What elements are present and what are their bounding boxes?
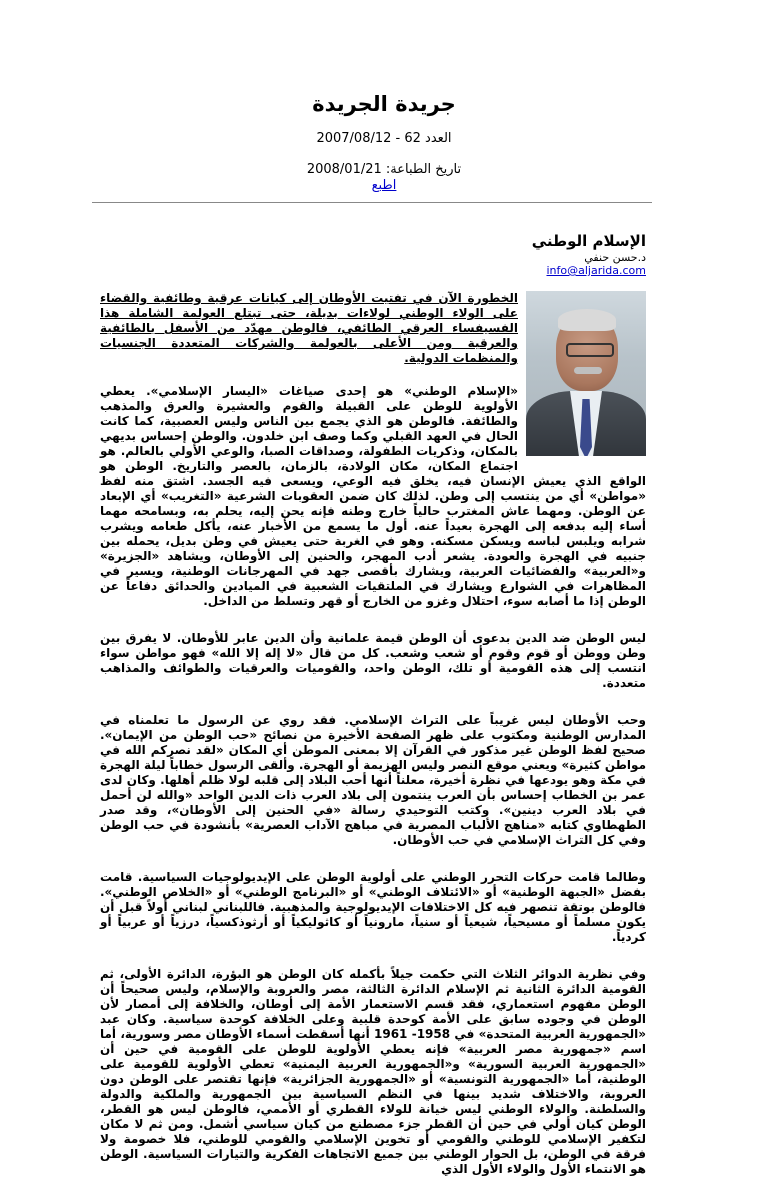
header-divider — [92, 202, 652, 203]
article-paragraph: ليس الوطن ضد الدين بدعوى أن الوطن قيمة علمانية وأن الدين عابر للأوطان. لا يفرق بين وطن ووطن أو قوم وقوم أو شعب وشعب. كل من قال «لا إله إلا الله» فهو مواطن سواء انتسب إلى هذه القومية أو تلك، الوطن واحد، والقوميات والعرقيات والطوائف والمذاهب متعددة. — [100, 631, 646, 690]
article-lead: الخطورة الآن في تفتيت الأوطان إلى كيانات عرقية وطائفية والقضاء على الولاء الوطني لولاءات بديلة، حتى تبتلع العولمة الشاملة هذا الفسيفساء العرقي الطائفي، فالوطن مهدّد من الأسفل بالطائفية والعرقية ومن الأعلى بالعولمة والشركات المتعددة الجنسيات والمنظمات الدولية. — [100, 291, 518, 365]
print-date: تاريخ الطباعة: 2008/01/21 — [306, 162, 462, 177]
article — [100, 232, 646, 1177]
author-photo — [526, 291, 646, 456]
author-email-link[interactable]: info@aljarida.com — [546, 264, 646, 277]
newspaper-title: جريدة الجريدة — [312, 92, 456, 116]
article-title: الإسلام الوطني — [531, 232, 646, 250]
article-paragraph: «الإسلام الوطني» هو إحدى صياغات «اليسار الإسلامي». يعطي الأولوية للوطن على القبيلة والقوم والعشيرة والعرق والمذهب والطائفة. فالوطن هو الذي يجمع بين الناس وليس العصبية، كما كانت الحال في العهد القبلي وكما وصف ابن خلدون. والوطن إحساس بديهي بالمكان، وذكريات الطفولة، وصداقات الصبا، والوعي الأولي بالعالم. هو اجتماع المكان، مكان الولادة، بالزمان، بالعصر والتاريخ. الوطن هو الواقع الذي يعيش الإنسان فيه، يخلق فيه الوعي، ويسعى فيه الجسد. اشتق منه لفظ «مواطن» أي من ينتسب إلى وطن. لذلك كان ضمن العقوبات الشرعية «التغريب» أي الإبعاد عن الوطن. ومهما عاش المغترب حالياً خارج وطنه فإنه يحن إليه، يحلم به، وبسامحه مهما أساء إليه بدفعه إلى الهجرة بعيداً عنه. أول ما يسمع من الأخبار عنه، يأكل طعامه ويشرب شرابه ويلبس لباسه ويسكن مسكنه. وهو في الغربة حتى يعيش في وطن بديل، يحمله بين جنبيه في الهجرة والعودة. يشعر أدب المهجر، والحنين إلى الأوطان، ويشاهد «الجزيرة» و«العربية» والفضائيات العربية، ويشارك بأقصى جهد في المهرجانات الوطنية، ويسير في المظاهرات في الشوارع ويشارك في الملتقيات الشعبية في الميادين والحدائق دفاعاً عن الوطن إذا ما أصابه سوء، احتلال وغزو من الخارج أو قهر وتسلط من الداخل. — [100, 384, 646, 608]
article-paragraph: وفي نظرية الدوائر الثلاث التي حكمت جيلاً بأكمله كان الوطن هو البؤرة، الدائرة الأولى، ثم القومية الدائرة الثانية ثم الإسلام الدائرة الثالثة، مصر والعروبة والإسلام، وليس صحيحاً أن الوطن مفهوم استعماري، فقد قسم الاستعمار الأمة إلى أوطان، والخلافة إلى أمصار لأن الوطن في وجوده سابق على الأمة كوحدة قلبية وعلى الخلافة كوحدة سياسية. وكان عبد «الجمهورية العربية المتحدة» في 1958- 1961 أنها أسقطت أسماء الأوطان مصر وسورية، أما اسم «جمهورية مصر العربية» فإنه يعطي الأولوية للوطن على القومية في حين أن «الجمهورية العربية السورية» و«الجمهورية العربية اليمنية» تعطي الأولوية للقومية على الوطنية، أما «الجمهورية التونسية» أو «الجمهورية الجزائرية» فإنها تقتصر على الوطن دون العروبة، والاختلاف شديد بينها في النظم السياسية بين الجمهورية والملكية والدولة والسلطنة. والولاء الوطني ليس خيانة للولاء القطري أو الأممي، فالوطن ليس هو القطر، الوطن كيان أولي في حين أن القطر جزء مصطنع من كيان سياسي أشمل. ومن ثم لا مكان لتكفير الإسلامي للوطني والقومي أو تخوين الإسلامي والقومي للوطني، فلا خصومة ولا فرقة في الوطن، بل الحوار الوطني بين جميع الاتجاهات الفكرية والتيارات السياسية. الوطن هو الانتماء الأول والولاء الأول الذي — [100, 967, 646, 1176]
issue-info: العدد 62 - 2007/08/12 — [316, 131, 452, 146]
print-link[interactable]: اطبع — [371, 178, 397, 193]
article-paragraph: وحب الأوطان ليس غريباً على التراث الإسلامي. فقد روي عن الرسول ما تعلمناه في المدارس الوطنية ومكتوب على ظهر الصفحة الأخيرة من نصائح «حب الوطن من الإيمان». صحيح لفظ الوطن غير مذكور في القرآن إلا بمعنى الموطن أي المكان «لقد نصركم الله في مواطن كثيرة» ويعني موقع النصر وليس الهزيمة أو الهجرة. وألقى الرسول خطاباً ليلة الهجرة في مكة وهو يودعها في نظرة أخيرة، معلناً أنها أحب البلاد إلى قلبه لولا ظلم أهلها. وكان لدى عمر بن الخطاب إحساس بأن العرب ينتمون إلى بلاد العرب ذات الدين الواحد «والله لن أحمل في بلاد العرب دينين». وكتب التوحيدي رسالة «في الحنين إلى الأوطان»، وقد صدر الطهطاوي كتابه «مناهج الألباب المصرية في مباهج الآداب العصرية» بأنشودة في حب الوطن وفي كل التراث الإسلامي في حب الأوطان. — [100, 713, 646, 847]
article-author: د.حسن حنفي — [584, 251, 646, 264]
article-paragraph: وطالما قامت حركات التحرر الوطني على أولوية الوطن على الإيديولوجيات السياسية. قامت بفضل «الجبهة الوطنية» أو «الائتلاف الوطني» أو «البرنامج الوطني» أو «الخلاص الوطني». فالوطن بوتقة تنصهر فيه كل الاختلافات الإيديولوجية والمذهبية. فاللبناني لبناني أولاً قبل أن يكون مسلماً أو مسيحياً، شيعياً أو سنياً، مارونياً أو كاثوليكياً أو أرثوذكسياً، درزياً أو عربياً أو كردياً. — [100, 870, 646, 944]
